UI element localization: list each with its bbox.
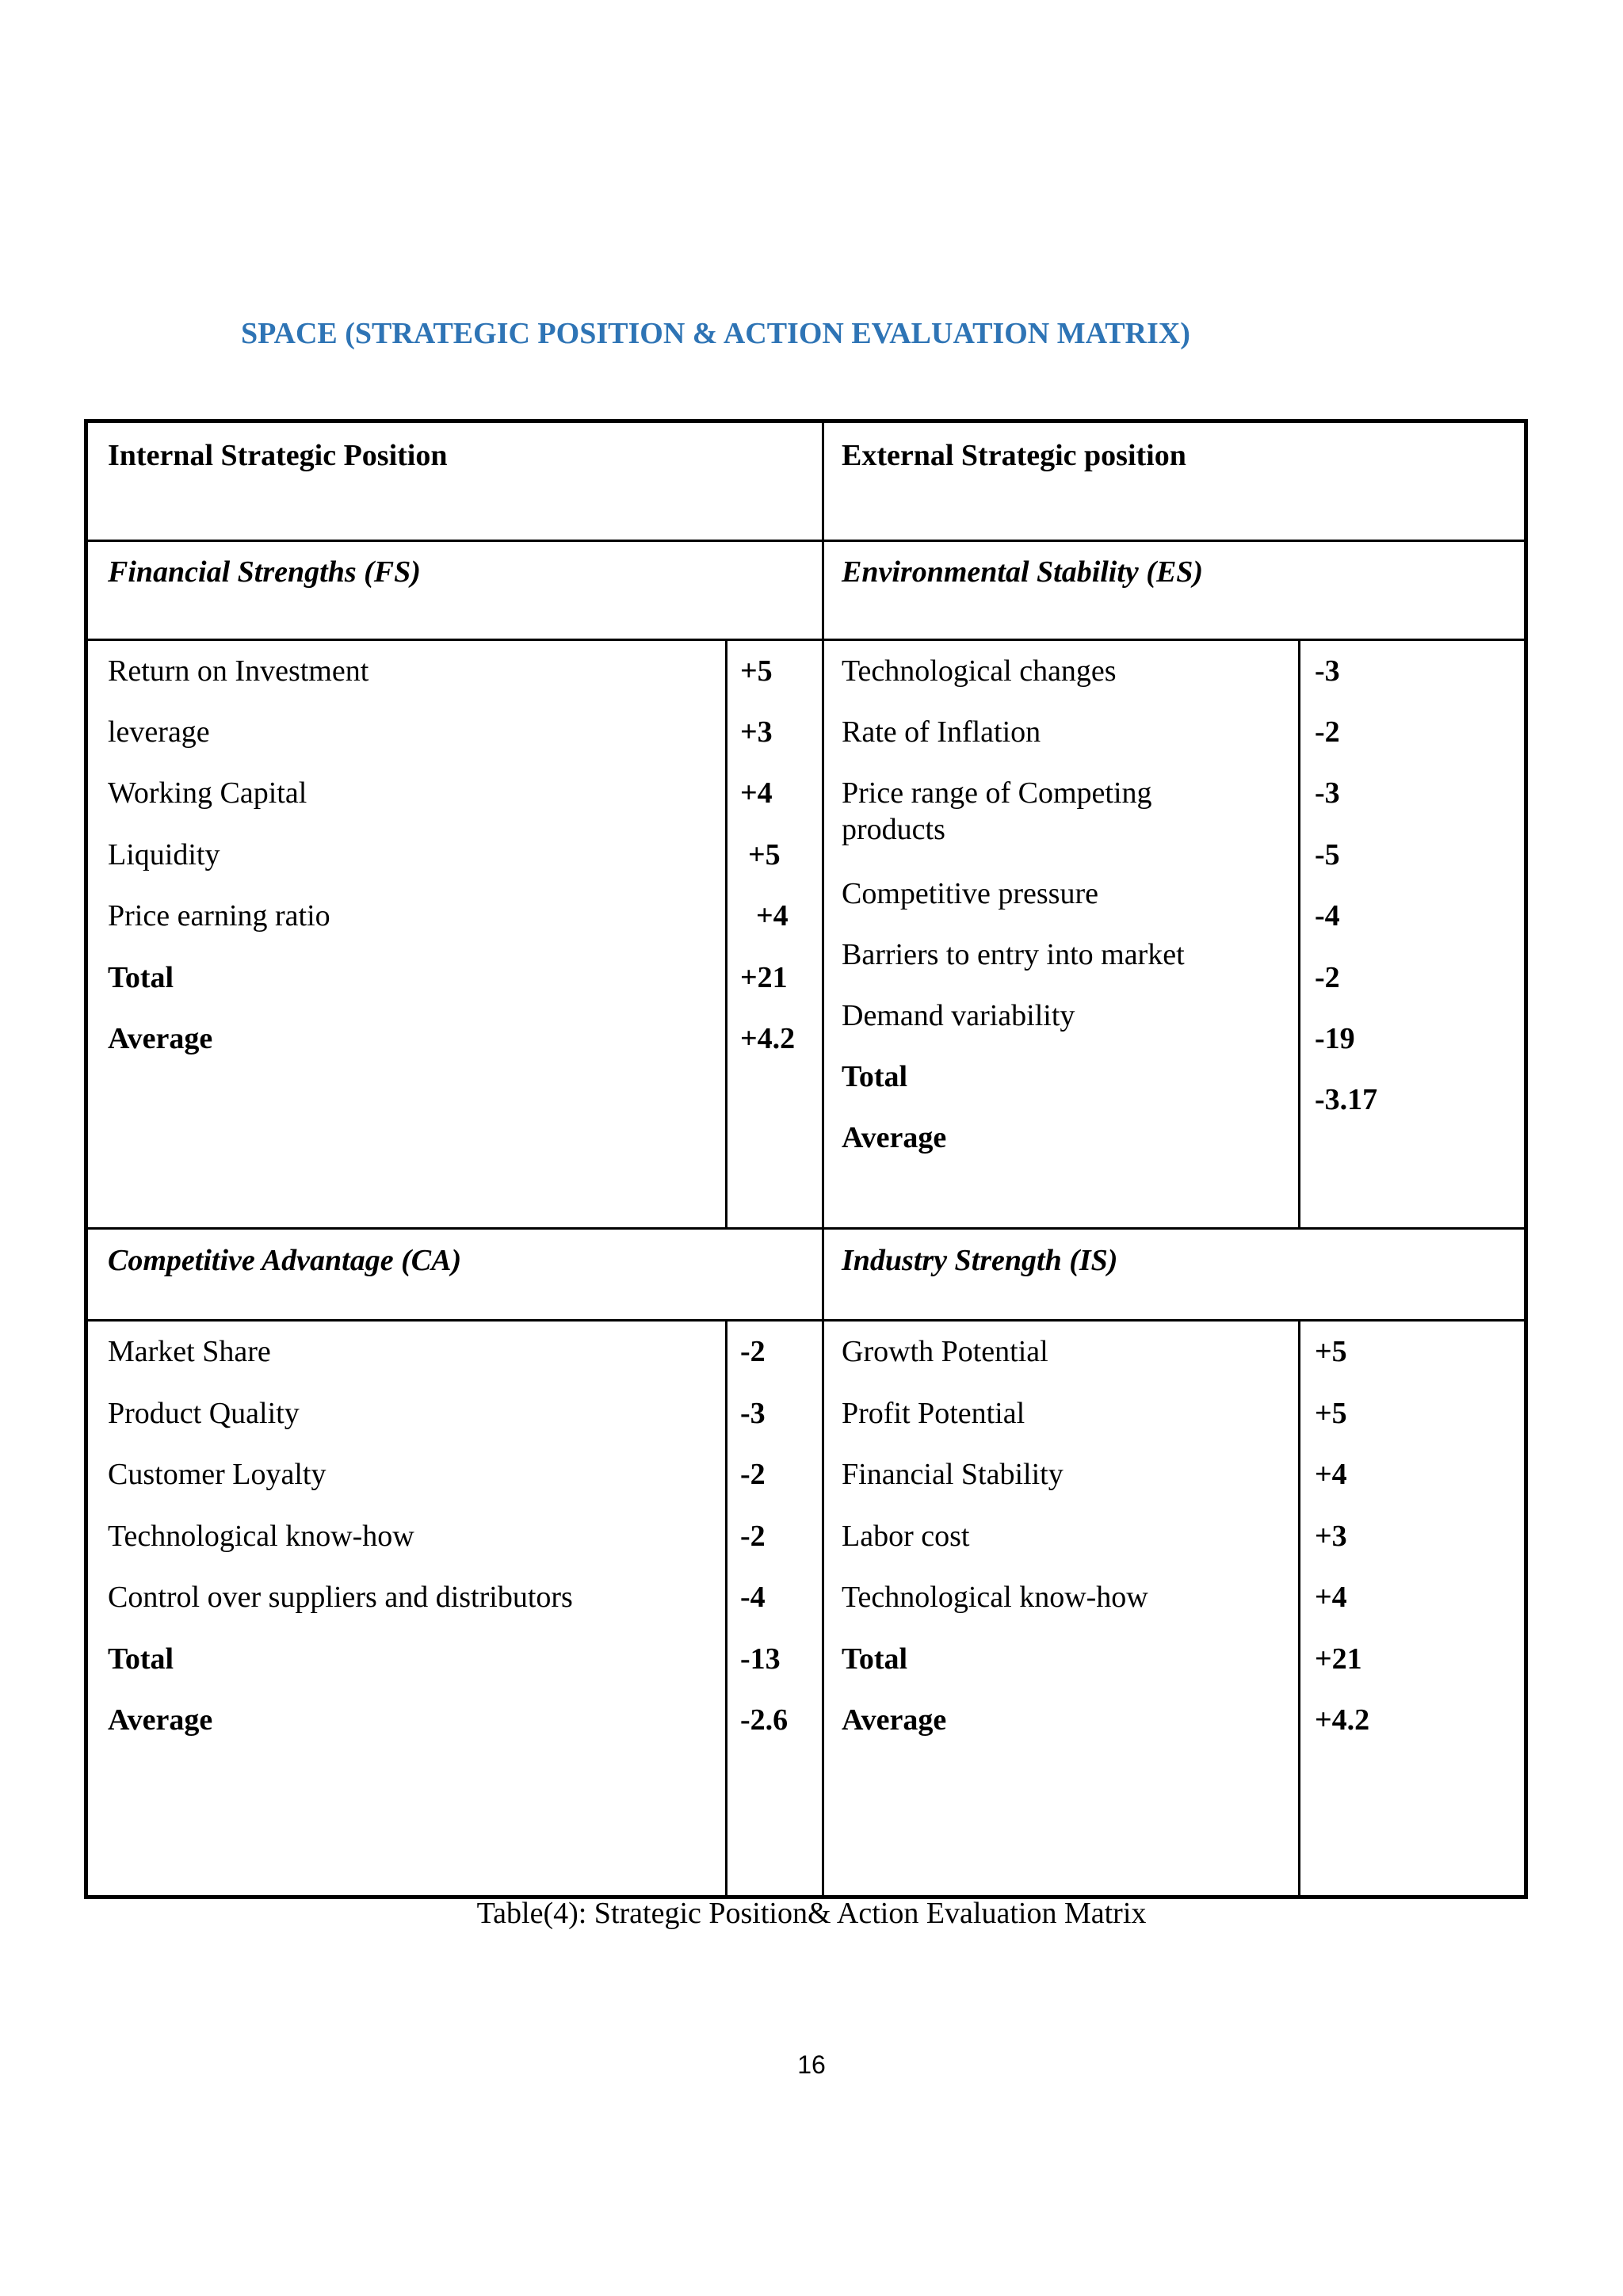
is-item: Financial Stability xyxy=(842,1458,1064,1491)
es-average-value: -3.17 xyxy=(1315,1083,1378,1116)
es-item: Rate of Inflation xyxy=(842,715,1041,749)
ca-item: Technological know-how xyxy=(108,1520,414,1553)
is-item: Growth Potential xyxy=(842,1335,1048,1368)
is-value: +4 xyxy=(1315,1458,1347,1491)
fs-item: Return on Investment xyxy=(108,654,369,688)
fs-value: +4 xyxy=(740,776,773,810)
fs-item: leverage xyxy=(108,715,210,749)
es-value-column-divider xyxy=(1298,639,1300,1229)
space-matrix-table xyxy=(84,419,1528,1899)
ca-value-column-divider xyxy=(725,1319,727,1895)
ca-item: Market Share xyxy=(108,1335,271,1368)
is-value-column-divider xyxy=(1298,1319,1300,1895)
ca-value: -3 xyxy=(740,1397,766,1430)
is-value: +3 xyxy=(1315,1520,1347,1553)
ca-is-heading-divider xyxy=(88,1319,1524,1322)
is-item: Technological know-how xyxy=(842,1581,1148,1614)
is-value: +5 xyxy=(1315,1335,1347,1368)
fs-total-label: Total xyxy=(108,961,174,994)
es-item: Price range of Competing products xyxy=(842,776,1152,846)
fs-item: Working Capital xyxy=(108,776,307,810)
is-item: Profit Potential xyxy=(842,1397,1025,1430)
es-item: Competitive pressure xyxy=(842,877,1098,910)
es-value: -2 xyxy=(1315,715,1340,749)
es-value: -3 xyxy=(1315,654,1340,688)
fs-average-value: +4.2 xyxy=(740,1022,796,1055)
es-average-label: Average xyxy=(842,1121,947,1154)
is-value: +5 xyxy=(1315,1397,1347,1430)
fs-item: Price earning ratio xyxy=(108,899,330,933)
ca-item: Customer Loyalty xyxy=(108,1458,327,1491)
fs-value-column-divider xyxy=(725,639,727,1229)
internal-position-header: Internal Strategic Position xyxy=(108,439,448,472)
is-average-value: +4.2 xyxy=(1315,1703,1370,1737)
page-number: 16 xyxy=(797,2050,826,2079)
fs-es-heading-divider xyxy=(88,639,1524,641)
ca-value: -2 xyxy=(740,1458,766,1491)
es-value: -2 xyxy=(1315,961,1340,994)
table-caption: Table(4): Strategic Position& Action Evaluation Matrix xyxy=(476,1897,1147,1930)
ca-average-value: -2.6 xyxy=(740,1703,789,1737)
fs-value: +5 xyxy=(740,654,773,688)
ca-total-value: -13 xyxy=(740,1642,781,1676)
es-total-label: Total xyxy=(842,1060,908,1093)
fs-value: +3 xyxy=(740,715,773,749)
ca-value: -2 xyxy=(740,1335,766,1368)
ca-item: Product Quality xyxy=(108,1397,300,1430)
ca-item: Control over suppliers and distributors xyxy=(108,1581,573,1614)
fs-item: Liquidity xyxy=(108,838,220,871)
es-value: -4 xyxy=(1315,899,1340,933)
es-value: -5 xyxy=(1315,838,1340,871)
fs-value: +4 xyxy=(756,899,789,933)
fs-value: +5 xyxy=(748,838,781,871)
document-title: SPACE (STRATEGIC POSITION & ACTION EVALUATION MATRIX) xyxy=(241,317,1190,350)
ca-average-label: Average xyxy=(108,1703,213,1737)
ca-total-label: Total xyxy=(108,1642,174,1676)
es-heading: Environmental Stability (ES) xyxy=(842,555,1204,589)
fs-total-value: +21 xyxy=(740,961,788,994)
es-item: Technological changes xyxy=(842,654,1117,688)
es-item: Barriers to entry into market xyxy=(842,938,1185,971)
header-divider xyxy=(88,540,1524,542)
fs-average-label: Average xyxy=(108,1022,213,1055)
es-item: Demand variability xyxy=(842,999,1075,1032)
external-position-header: External Strategic position xyxy=(842,439,1186,472)
fs-heading: Financial Strengths (FS) xyxy=(108,555,421,589)
ca-heading: Competitive Advantage (CA) xyxy=(108,1244,462,1277)
is-total-value: +21 xyxy=(1315,1642,1362,1676)
is-average-label: Average xyxy=(842,1703,947,1737)
middle-divider xyxy=(88,1227,1524,1230)
is-item: Labor cost xyxy=(842,1520,970,1553)
is-heading: Industry Strength (IS) xyxy=(842,1244,1118,1277)
es-value: -3 xyxy=(1315,776,1340,810)
is-value: +4 xyxy=(1315,1581,1347,1614)
is-total-label: Total xyxy=(842,1642,908,1676)
center-divider xyxy=(822,423,824,1895)
ca-value: -4 xyxy=(740,1581,766,1614)
ca-value: -2 xyxy=(740,1520,766,1553)
es-total-value: -19 xyxy=(1315,1022,1355,1055)
